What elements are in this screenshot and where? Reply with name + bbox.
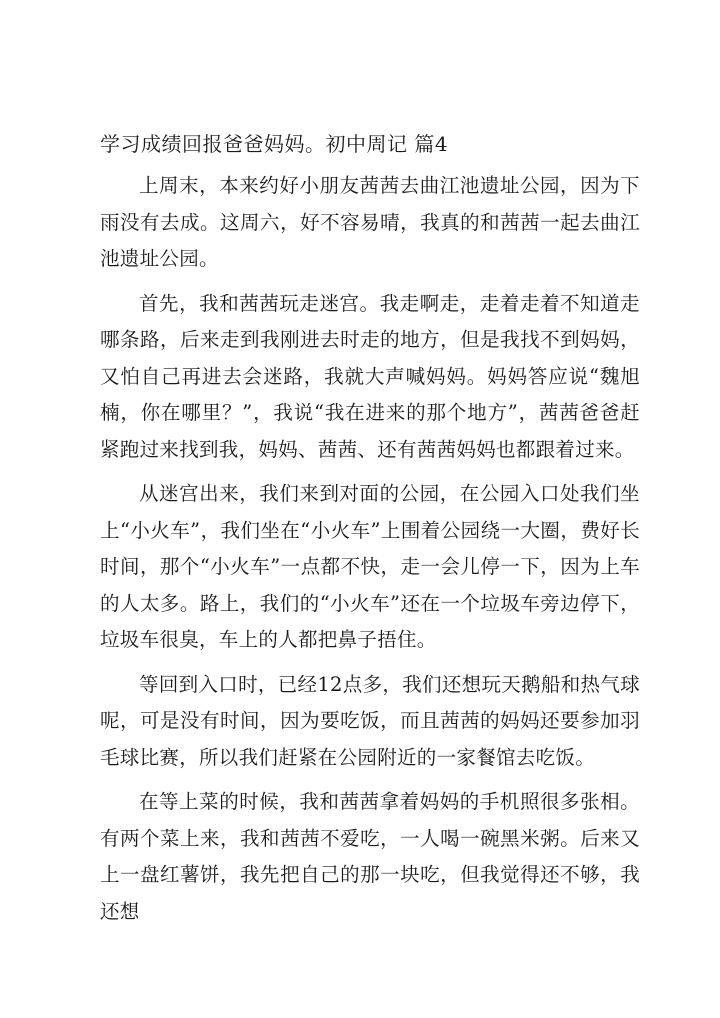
document-body (100, 130, 640, 930)
paragraph-1: 上周末，本来约好小朋友茜茜去曲江池遗址公园，因为下雨没有去成。这周六，好不容易晴，我真的和茜茜一起去曲江池遗址公园。 (100, 174, 640, 270)
paragraph-2: 首先，我和茜茜玩走迷宫。我走啊走，走着走着不知道走哪条路，后来走到我刚进去时走的地方，但是我找不到妈妈，又怕自己再进去会迷路，我就大声喊妈妈。妈妈答应说“魏旭楠，你在哪里？”，我说“我在进来的那个地方”，茜茜爸爸赶紧跑过来找到我，妈妈、茜茜、还有茜茜妈妈也都跟着过来。 (100, 291, 640, 461)
paragraph-4: 等回到入口时，已经12点多，我们还想玩天鹅船和热气球呢，可是没有时间，因为要吃饭，而且茜茜的妈妈还要参加羽毛球比赛，所以我们赶紧在公园附近的一家餐馆去吃饭。 (100, 672, 640, 769)
paragraph-3: 从迷宫出来，我们来到对面的公园，在公园入口处我们坐上“小火车”，我们坐在“小火车”上围着公园绕一大圈，费好长时间，那个“小火车”一点都不快，走一会儿停一下，因为上车的人太多。路上，我们的“小火车”还在一个垃圾车旁边停下，垃圾车很臭，车上的人都把鼻子捂住。 (100, 482, 640, 651)
document-title: 学习成绩回报爸爸妈妈。初中周记 篇4 (100, 132, 449, 156)
paragraph-5: 在等上菜的时候，我和茜茜拿着妈妈的手机照很多张相。有两个菜上来，我和茜茜不爱吃，一人喝一碗黑米粥。后来又上一盘红薯饼，我先把自己的那一块吃，但我觉得还不够，我还想 (100, 790, 640, 923)
